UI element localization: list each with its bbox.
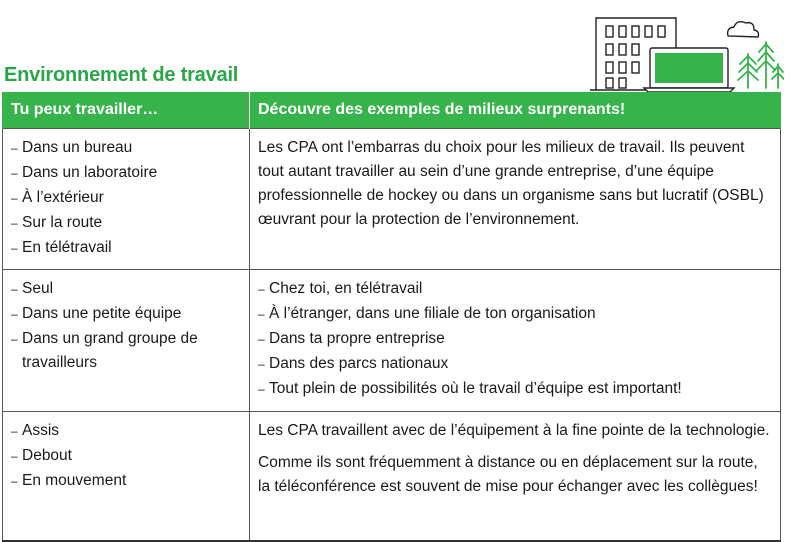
paragraph: Les CPA travaillent avec de l’équipement à la fine pointe de la technologie.	[258, 422, 770, 439]
table-header-row	[3, 92, 781, 129]
list-item: – Seul	[11, 277, 241, 301]
list-item: – Assis	[11, 419, 241, 443]
row3-right-cell	[250, 412, 781, 542]
row1-right-cell	[250, 129, 781, 270]
trees-icon	[738, 42, 784, 88]
list-item: – En mouvement	[11, 469, 241, 493]
list-item: – En télétravail	[11, 236, 241, 260]
office-building-laptop-trees-icon	[588, 12, 784, 92]
list-item: – Dans un bureau	[11, 136, 241, 160]
row3-left-cell	[3, 412, 250, 542]
location-examples-list	[258, 277, 772, 401]
paragraph: Les CPA ont l’embarras du choix pour les milieux de travail. Ils peuvent tout autant travailler au sein d’une grande entreprise, d’une équipe professionnelle de hockey ou dans un organisme sans but lucratif (OSBL) œuvrant pour la protection de l’environnement.	[258, 139, 764, 228]
workplace-list	[11, 136, 241, 260]
list-item: – Debout	[11, 444, 241, 468]
row2-right-cell	[250, 270, 781, 412]
laptop-icon	[644, 48, 734, 92]
list-item: – Dans une petite équipe	[11, 302, 241, 326]
list-item: – Dans un laboratoire	[11, 161, 241, 185]
list-item: – Dans des parcs nationaux	[258, 352, 772, 376]
row1-left-cell	[3, 129, 250, 270]
list-item: – À l’étranger, dans une filiale de ton organisation	[258, 302, 772, 326]
header-tu-peux-travailler: Tu peux travailler…	[3, 92, 250, 129]
team-size-list	[11, 277, 241, 375]
list-item: – Tout plein de possibilités où le travail d’équipe est important!	[258, 377, 772, 401]
list-item: – Dans un grand groupe de travailleurs	[11, 327, 241, 375]
list-item: – Sur la route	[11, 211, 241, 235]
work-environment-table	[2, 92, 781, 542]
cloud-icon	[728, 22, 759, 37]
posture-list	[11, 419, 241, 493]
header-decouvre-exemples: Découvre des exemples de milieux surprenants!	[250, 92, 781, 129]
paragraph: Comme ils sont fréquemment à distance ou en déplacement sur la route, la téléconférence est souvent de mise pour échanger avec les collègues!	[258, 454, 758, 495]
list-item: – À l’extérieur	[11, 186, 241, 210]
list-item: – Dans ta propre entreprise	[258, 327, 772, 351]
table-row	[3, 270, 781, 412]
table-row	[3, 129, 781, 270]
page-title: Environnement de travail	[4, 64, 239, 86]
table-row	[3, 412, 781, 542]
list-item: – Chez toi, en télétravail	[258, 277, 772, 301]
row2-left-cell	[3, 270, 250, 412]
